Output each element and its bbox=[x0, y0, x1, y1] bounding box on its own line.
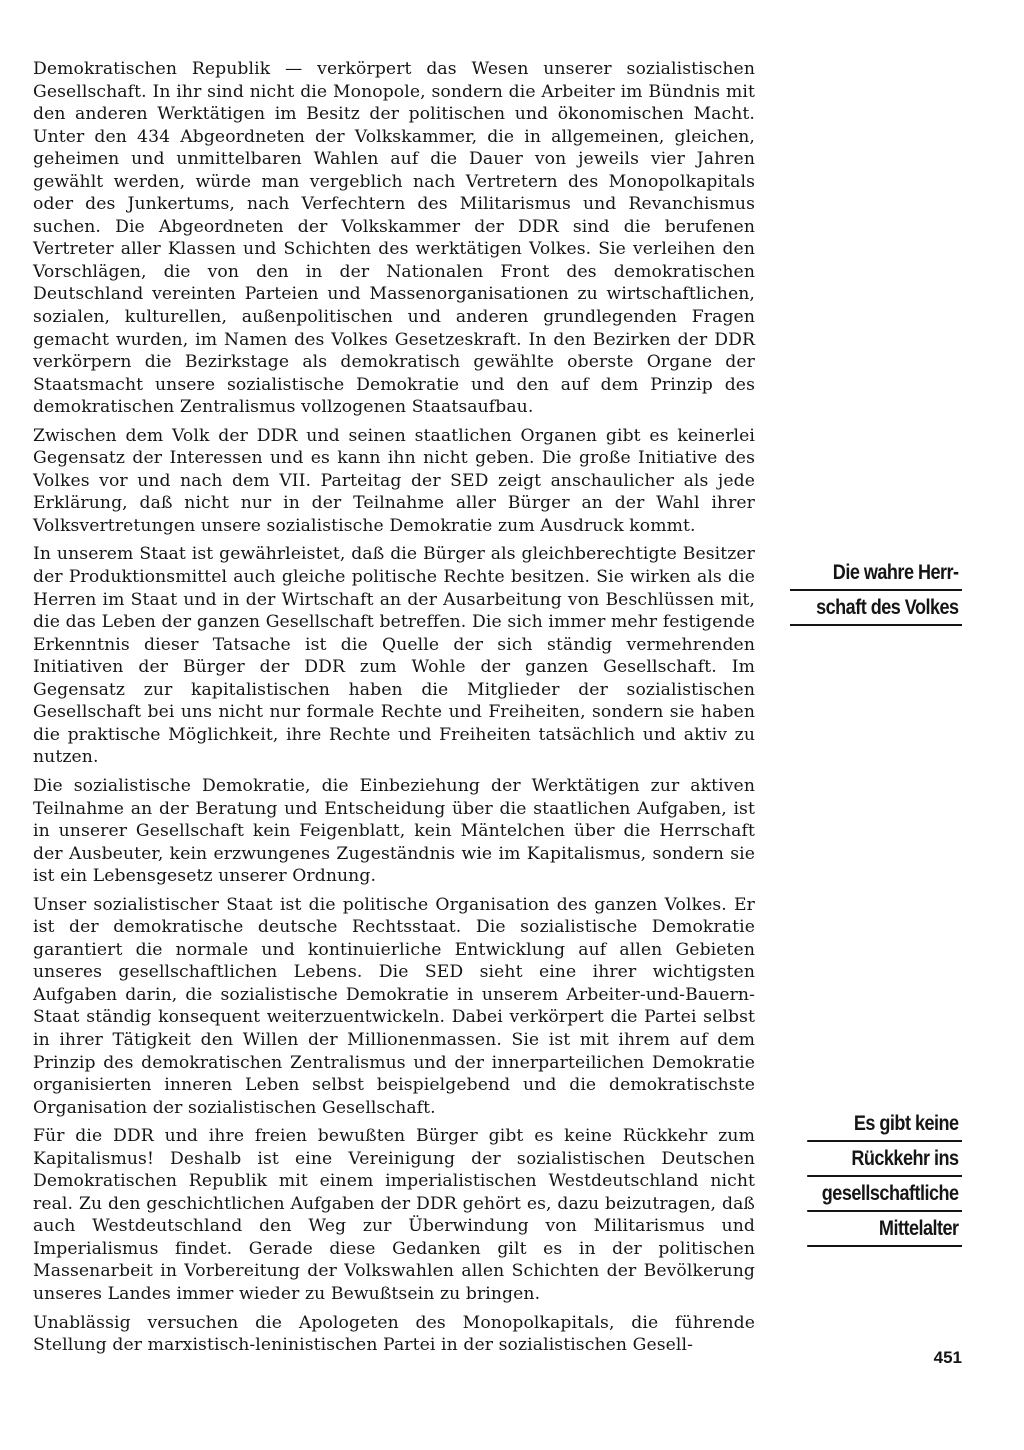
margin-note-line: schaft des Volkes bbox=[790, 591, 962, 626]
paragraph: Zwischen dem Volk der DDR und seinen staatlichen Organen gibt es keinerlei Gegensatz der Interessen und es kann ihn nicht geben. Die große Initiative des Volkes vor und nach dem VII. Parteitag der SED zeigt anschaulicher als jede Erklärung, daß nicht nur in der Teilnahme aller Bürger an der Wahl ihrer Volksvertretungen unsere sozialistische Demokratie zum Ausdruck kommt. bbox=[33, 425, 755, 536]
paragraph: Unablässig versuchen die Apologeten des Monopolkapitals, die führende Stellung der marxistisch-leninistischen Partei in der sozialistischen Gesell- bbox=[33, 1312, 755, 1356]
paragraph: Die sozialistische Demokratie, die Einbeziehung der Werktätigen zur aktiven Teilnahme an der Beratung und Entscheidung über die staatlichen Aufgaben, ist in unserer Gesellschaft kein Feigenblatt, kein Mäntelchen über die Herrschaft der Ausbeuter, kein erzwungenes Zugeständnis wie im Kapitalismus, sondern sie ist ein Lebensgesetz unserer Ordnung. bbox=[33, 775, 755, 887]
margin-note-line: Die wahre Herr- bbox=[790, 556, 962, 591]
margin-note-line: gesellschaftliche bbox=[807, 1177, 962, 1212]
paragraph: In unserem Staat ist gewährleistet, daß die Bürger als gleichberechtigte Besitzer der Produktionsmittel auch gleiche politische Rechte besitzen. Sie wirken als die Herren im Staat und in der Wirtschaft an der Ausarbeitung von Beschlüssen mit, die das Leben der ganzen Gesellschaft betreffen. Die sich immer mehr festigende Erkenntnis dieser Tatsache ist die Quelle der sich ständig vermehrenden Initiativen der Bürger der DDR zum Wohle der ganzen Gesellschaft. Im Gegensatz zur kapitalistischen haben die Mitglieder der sozialistischen Gesellschaft bei uns nicht nur formale Rechte und Freiheiten, sondern sie haben die praktische Möglichkeit, ihre Rechte und Freiheiten tatsächlich und aktiv zu nutzen. bbox=[33, 544, 755, 768]
margin-note-line: Es gibt keine bbox=[807, 1107, 962, 1142]
page-number: 451 bbox=[933, 1348, 962, 1367]
paragraph: Für die DDR und ihre freien bewußten Bürger gibt es keine Rückkehr zum Kapitalismus! Deshalb ist eine Vereinigung der sozialistischen Deutschen Demokratischen Republik mit einem imperialistischen Westdeutschland nicht real. Zu den geschichtlichen Aufgaben der DDR gehört es, dazu beizutragen, daß auch Westdeutschland den Weg zur Überwindung von Militarismus und Imperialismus findet. Gerade diese Gedanken gilt es in der politischen Massenarbeit in Vorbereitung der Volkswahlen allen Schichten der Bevölkerung unseres Landes immer wieder zu Bewußtsein zu bringen. bbox=[33, 1126, 755, 1304]
paragraph: Unser sozialistischer Staat ist die politische Organisation des ganzen Volkes. Er ist der demokratische deutsche Rechtsstaat. Die sozialistische Demokratie garantiert die normale und kontinuierliche Entwicklung auf allen Gebieten unseres gesellschaftlichen Lebens. Die SED sieht eine ihrer wichtigsten Aufgaben darin, die sozialistische Demokratie in unserem Arbeiter-und-Bauern-Staat ständig konsequent weiterzuentwickeln. Dabei verkörpert die Partei selbst in ihrer Tätigkeit den Willen der Millionenmassen. Sie ist mit ihrem auf dem Prinzip des demokratischen Zentralismus und der innerparteilichen Demokratie organisierten inneren Leben selbst beispielgebend und die demokratischste Organisation der sozialistischen Gesellschaft. bbox=[33, 894, 755, 1118]
main-text-column bbox=[33, 58, 755, 1357]
margin-note-line: Mittelalter bbox=[807, 1212, 962, 1247]
margin-note-herrschaft bbox=[762, 556, 962, 626]
paragraph: Demokratischen Republik — verkörpert das Wesen unserer sozialistischen Gesellschaft. In ihr sind nicht die Monopole, sondern die Arbeiter im Bündnis mit den anderen Werktätigen im Besitz der politischen und ökonomischen Macht. Unter den 434 Abgeordneten der Volkskammer, die in allgemeinen, gleichen, geheimen und unmittelbaren Wahlen auf die Dauer von jeweils vier Jahren gewählt werden, würde man vergeblich nach Vertretern des Monopolkapitals oder des Junkertums, nach Verfechtern des Militarismus und Revanchismus suchen. Die Abgeordneten der Volkskammer der DDR sind die berufenen Vertreter aller Klassen und Schichten des werktätigen Volkes. Sie verleihen den Vorschlägen, die von den in der Nationalen Front des demokratischen Deutschland vereinten Parteien und Massenorganisationen zu wirtschaftlichen, sozialen, kulturellen, außenpolitischen und anderen grundlegenden Fragen gemacht wurden, im Namen des Volkes Gesetzeskraft. In den Bezirken der DDR verkörpern die Bezirkstage als demokratisch gewählte oberste Organe der Staatsmacht unsere sozialistische Demokratie und den auf dem Prinzip des demokratischen Zentralismus vollzogenen Staatsaufbau. bbox=[33, 59, 755, 418]
margin-note-keine-rueckkehr bbox=[782, 1107, 962, 1247]
margin-note-line: Rückkehr ins bbox=[807, 1142, 962, 1177]
